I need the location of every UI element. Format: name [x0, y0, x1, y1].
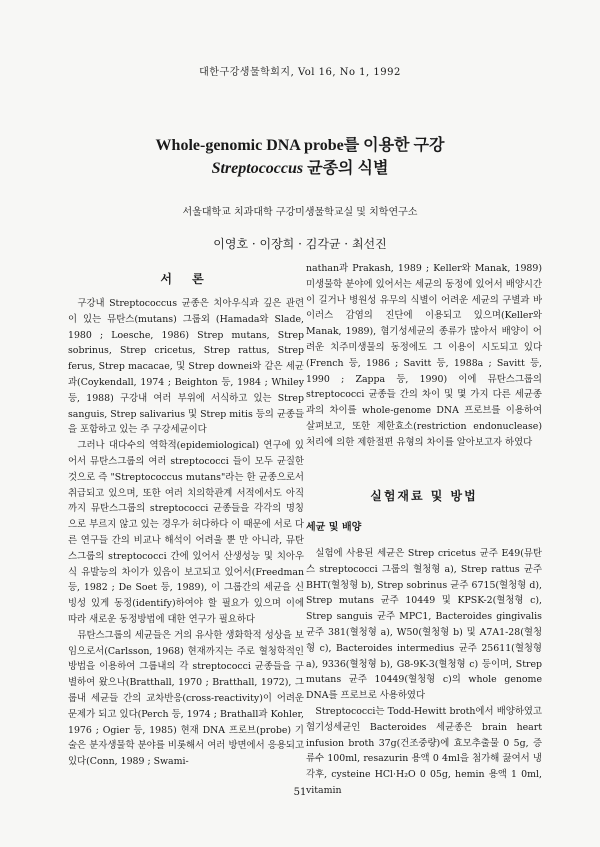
title-line-1: Whole-genomic DNA probe를 이용한 구강	[155, 137, 445, 154]
right-column-bottom	[306, 546, 542, 799]
left-paragraph-3: 뮤탄스그룹의 세균들은 거의 유사한 생화학적 성상을 보임으로서(Carlsson, 1968) 현재까지는 주로 혈청학적인 방법을 이용하여 그룹내의 각 streptococci 균종들을 구별하여 왔으나(Bratthall, 1970 ; Bratthall, 1972), 그룹내 세균들 간의 교차반응(cross-reactivity)이 어려운 문제가 되고 있다(Perch 등, 1974 ; Brathall과 Kohler, 1976 ; Ogier 등, 1985) 현재 DNA 프로브(probe) 기술은 분자생물학 분야를 비롯해서 여러 방면에서 응용되고 있다(Conn, 1989 ; Swami-	[68, 629, 304, 768]
left-column	[68, 296, 304, 770]
right-paragraph-1: 실험에 사용된 세균은 Strep cricetus 균주 E49(뮤탄스 streptococci 그룹의 혈청형 a), Strep rattus 균주 BHT(혈청형 b), Strep sobrinus 균주 6715(혈청형 d), Strep mutans 균주 10449 및 KPSK-2(혈청형 c), Strep sanguis 균주 MPC1, Bacteroides gingivalis 균주 381(혈청형 a), W50(혈청형 b) 및 A7A1-28(혈청형 c), Bacteroides intermedius 균주 25611(혈청형 a), 9336(혈청형 b), G8-9K-3(혈청형 c) 등이며, Strep mutans 균주 10449(혈청형 c)의 whole genome DNA를 프로브로 사용하였다	[306, 548, 542, 702]
right-paragraph-2: Streptococci는 Todd-Hewitt broth에서 배양하였고 혐기성세균인 Bacteroides 세균종은 brain heart infusion broth 37g(건조중량)에 효모추출물 0 5g, 증류수 100ml, resazurin 용액 0 4ml을 첨가해 끓여서 냉각후, cysteine HCl·H₂O 0 05g, hemin 용액 1 0ml, vitamin	[306, 705, 542, 796]
methods-heading: 실험재료 및 방법	[370, 489, 478, 503]
page-number: 51	[293, 787, 307, 798]
title-line-2-rest: 균종의 식별	[303, 160, 389, 177]
title-line-2	[0, 155, 600, 178]
subheading-bacteria-culture: 세균 및 배양	[306, 522, 362, 533]
authors: 이영호 · 이장희 · 김각균 · 최선진	[213, 237, 387, 251]
left-paragraph-1: 구강내 Streptococcus 균종은 치아우식과 깊은 관련이 있는 뮤탄스(mutans) 그룹외 (Hamada와 Slade, 1980 ; Loesche, 1986) Strep mutans, Strep sobrinus, Strep cricetus, Strep rattus, Strep ferus, Strep macacae, 및 Strep downei와 같은 세균과(Coykendall, 1974 ; Beighton 등, 1984 ; Whiley 등, 1988) 구강내 여러 부위에 서식하고 있는 Strep sanguis, Strep salivarius 및 Strep mitis 등의 균종들을 포함하고 있는 주 구강세균이다	[68, 298, 304, 436]
title-genus: Streptococcus	[211, 160, 304, 177]
right-paragraph-continued: nathan과 Prakash, 1989 ; Keller와 Manak, 1989) 미생물학 분야에 있어서는 세균의 동정에 있어서 배양시간이 길거나 병원성 유무의 식별이 어려운 세균의 구별과 바이러스 감염의 진단에 이용되고 있으며(Keller와 Manak, 1989), 혐기성세균의 종류가 많아서 배양이 어려운 치주미생물의 동정에도 그 이용이 시도되고 있다(French 등, 1986 ; Savitt 등, 1988a ; Savitt 등, 1990 ; Zappa 등, 1990) 이에 뮤탄스그룹의 streptococci 균종들 간의 차이 및 몇 가지 다른 세균종과의 차이를 whole-genome DNA 프로브를 이용하여 살펴보고, 또한 제한효소(restriction endonuclease) 처리에 의한 제한절편 유형의 차이를 알아보고자 하였다	[306, 263, 542, 448]
journal-header: 대한구강생물학회지, Vol 16, No 1, 1992	[199, 67, 401, 78]
intro-heading: 서 론	[160, 272, 212, 286]
left-paragraph-2: 그러나 대다수의 역학적(epidemiological) 연구에 있어서 뮤탄스그룹의 여러 streptococci 들이 모두 균질한 것으로 즉 "Streptococcus mutans"라는 한 균종으로서 취급되고 있으며, 또한 여러 치의학관계 서적에서도 아직까지 뮤탄스그룹의 streptococci 균종들을 각각의 명칭으로 부르지 않고 있는 경우가 허다하다 이 때문에 서로 다른 연구들 간의 비교나 해석이 어려울 뿐 만 아니라, 뮤탄스그룹의 streptococci 간에 있어서 산생성능 및 치아우식 유발능의 차이가 있음이 보고되고 있어서(Freedman 등, 1982 ; De Soet 등, 1989), 이 그룹간의 세균을 신빙성 있게 동정(identify)하여야 할 필요가 있으며 이에 따라 새로운 동정방법에 대한 연구가 필요하다	[68, 440, 304, 625]
affiliation: 서울대학교 치과대학 구강미생물학교실 및 치학연구소	[182, 207, 418, 218]
right-column-top	[306, 261, 542, 451]
